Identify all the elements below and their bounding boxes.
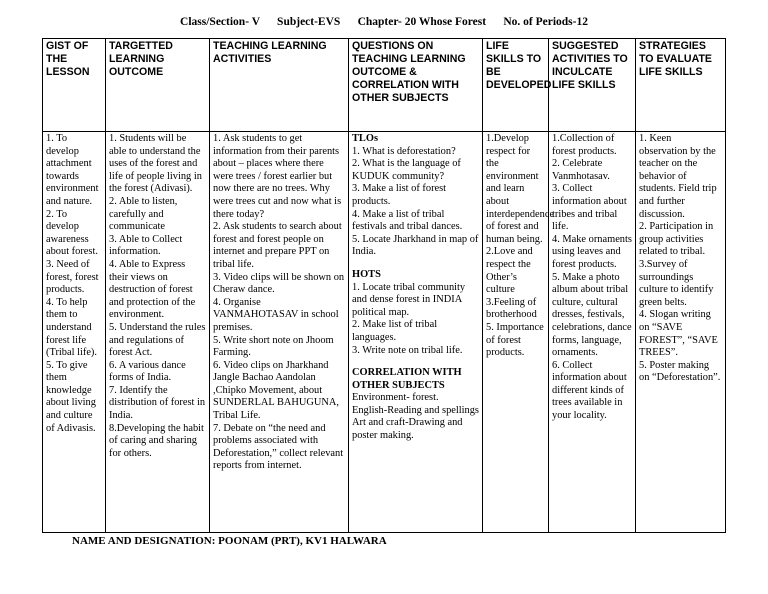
list-item: 1. Locate tribal community and dense forest in INDIA political map.	[352, 281, 466, 318]
list-item: 2. Make list of tribal languages.	[352, 319, 438, 343]
questions-cell	[349, 132, 483, 533]
lesson-plan-table	[42, 38, 726, 533]
periods: No. of Periods-12	[503, 16, 588, 28]
column-header: TARGETTED LEARNING OUTCOME	[106, 39, 210, 132]
list-item: 5. To give them knowledge about living and culture of Adivasis.	[46, 359, 96, 434]
column-header: SUGGESTED ACTIVITIES TO INCULCATE LIFE SKILLS	[549, 39, 636, 132]
list-item: 2. What is the language of KUDUK community?	[352, 158, 461, 182]
hots-heading: HOTS	[352, 268, 381, 280]
tlos-heading: TLOs	[352, 133, 378, 144]
list-item: 4. Able to Express their views on destruction of forest and protection of the environment.	[109, 258, 196, 321]
list-item: 2. Ask students to search about forest and forest people on internet and prepare PPT on tribal life.	[213, 221, 342, 270]
list-item: 1. To develop attachment towards environment and nature.	[46, 133, 99, 207]
column-header: LIFE SKILLS TO BE DEVELOPED	[483, 39, 549, 132]
suggested-activities-cell	[549, 132, 636, 533]
list-item: 5. Make a photo album about tribal culture, cultural dresses, festivals, celebrations, dance forms, language, ornaments.	[552, 271, 632, 359]
column-header: QUESTIONS ON TEACHING LEARNING OUTCOME & CORRELATION WITH OTHER SUBJECTS	[349, 39, 483, 132]
list-item: 1. Keen observation by the teacher on the behavior of students. Field trip and further discussion.	[639, 133, 717, 220]
chapter: Chapter- 20 Whose Forest	[357, 16, 487, 28]
list-item: 1.Develop respect for the environment and learn about interdependence of forest and human being.	[486, 133, 555, 245]
column-header: GIST OF THE LESSON	[43, 39, 106, 132]
list-item: 6. Collect information about different kinds of trees available in your locality.	[552, 359, 627, 422]
list-item: 6. Video clips on Jharkhand Jangle Bachao Aandolan ,Chipko Movement, about SUNDERLAL BAHUGUNA, Tribal Life.	[213, 359, 340, 422]
column-header: STRATEGIES TO EVALUATE LIFE SKILLS	[636, 39, 726, 132]
list-item: 1. Ask students to get information from their parents about – places where there were trees / forest earlier but now there are no trees. Why were trees cut and now what is there today?	[213, 133, 342, 220]
list-item: 2.Love and respect the Other’s culture	[486, 246, 533, 296]
list-item: 5. Poster making on “Deforestation”.	[639, 359, 721, 384]
teacher-name-designation: NAME AND DESIGNATION: POONAM (PRT), KV1 HALWARA	[72, 535, 387, 547]
list-item: 4. Slogan writing on “SAVE FOREST”, “SAVE TREES”.	[639, 309, 718, 359]
list-item: 2. Participation in group activities related to tribal.	[639, 221, 714, 258]
list-item: 3. Make a list of forest products.	[352, 183, 447, 207]
list-item: 4. Make ornaments using leaves and forest products.	[552, 233, 632, 270]
outcomes-cell	[106, 132, 210, 533]
list-item: 6. A various dance forms of India.	[109, 359, 186, 384]
table-header-row	[43, 39, 726, 132]
list-item: 2. To develop awareness about forest.	[46, 208, 98, 258]
list-item: English-Reading and spellings	[352, 404, 479, 416]
list-item: 3. Video clips will be shown on Cheraw dance.	[213, 271, 345, 296]
subject: Subject-EVS	[277, 16, 341, 28]
list-item: Environment- forest.	[352, 392, 439, 404]
list-item: 1. What is deforestation?	[352, 145, 456, 157]
list-item: 5. Locate Jharkhand in map of India.	[352, 233, 479, 258]
list-item: 8.Developing the habit of caring and sharing for others.	[109, 422, 204, 459]
list-item: 4. Organise VANMAHOTASAV in school premises.	[213, 296, 339, 333]
list-item: 3.Survey of surroundings culture to identify green belts.	[639, 258, 714, 308]
list-item: 5. Importance of forest products.	[486, 321, 544, 359]
list-item: 7. Debate on “the need and problems associated with Deforestation,” collect relevant reports from internet.	[213, 422, 344, 472]
list-item: 3. Collect information about tribes and tribal life.	[552, 183, 627, 233]
life-skills-cell	[483, 132, 555, 533]
list-item: 3. Write note on tribal life.	[352, 344, 463, 356]
correlation-heading: CORRELATION WITH OTHER SUBJECTS	[352, 367, 462, 391]
list-item: 4. Make a list of tribal festivals and tribal dances.	[352, 208, 463, 233]
list-item: 3. Able to Collect information.	[109, 233, 183, 258]
activities-cell	[210, 132, 349, 533]
column-header: TEACHING LEARNING ACTIVITIES	[210, 39, 349, 132]
lesson-plan-header	[0, 16, 768, 28]
table-row	[43, 132, 726, 533]
list-item: 1.Collection of forest products.	[552, 133, 617, 157]
list-item: 3. Need of forest, forest products.	[46, 258, 99, 296]
list-item: 2. Celebrate Vanmhotasav.	[552, 158, 610, 182]
gist-cell	[43, 132, 106, 533]
list-item: Art and craft-Drawing and poster making.	[352, 417, 463, 442]
class-section: Class/Section- V	[180, 16, 260, 28]
list-item: 5. Understand the rules and regulations of forest Act.	[109, 321, 206, 359]
list-item: 7. Identify the distribution of forest in India.	[109, 384, 206, 422]
list-item: 5. Write short note on Jhoom Farming.	[213, 334, 334, 359]
strategies-cell	[636, 132, 726, 533]
list-item: 4. To help them to understand forest life (Tribal life).	[46, 296, 97, 359]
list-item: 2. Able to listen, carefully and communicate	[109, 195, 178, 233]
list-item: 1. Students will be able to understand the uses of the forest and life of people living in the forest (Adivasi).	[109, 133, 202, 195]
list-item: 3.Feeling of brotherhood	[486, 296, 537, 321]
